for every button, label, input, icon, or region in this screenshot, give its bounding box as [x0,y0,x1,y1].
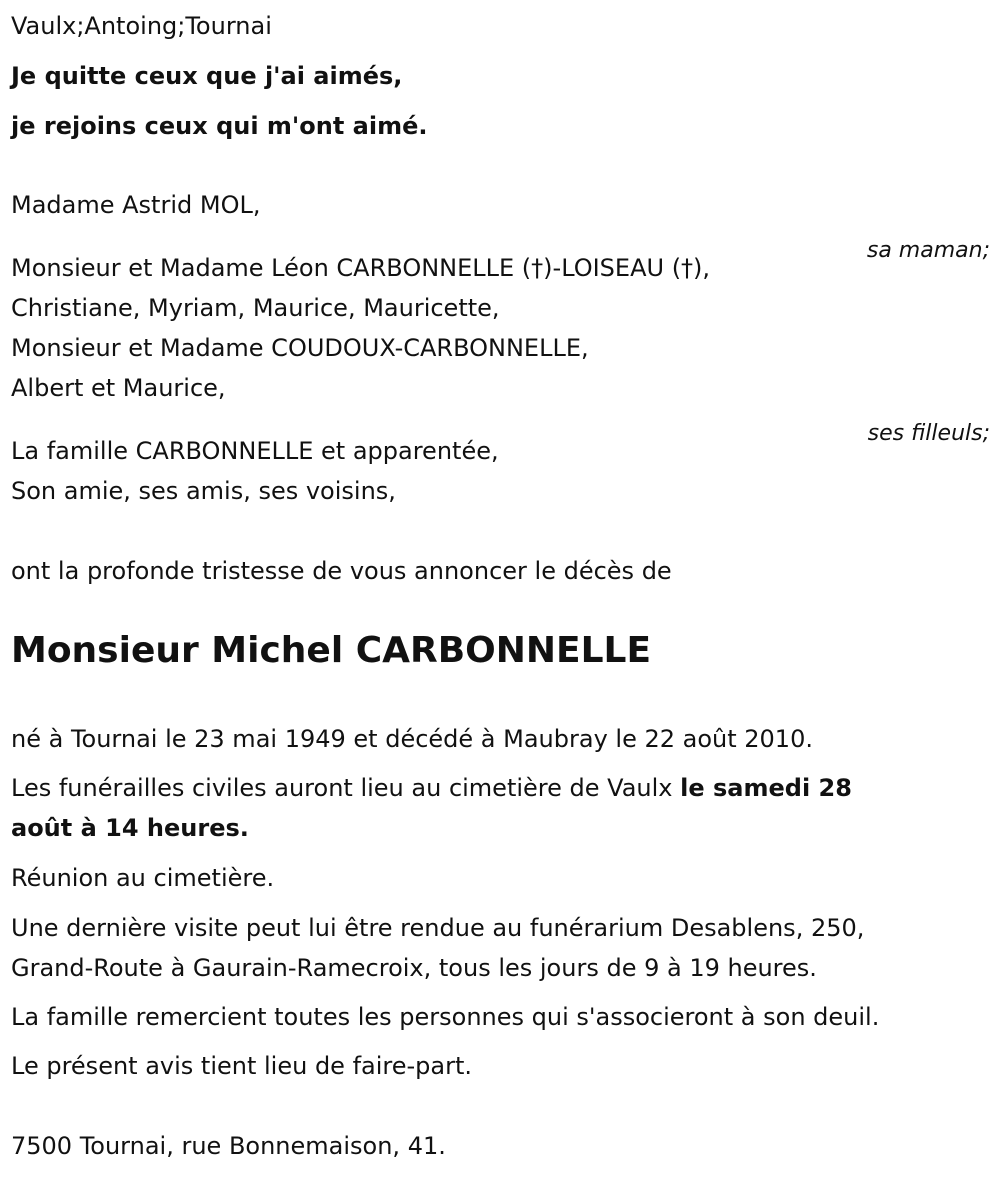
announcement-text: ont la profonde tristesse de vous annoncer le décès de [11,557,672,585]
meeting-line: Réunion au cimetière. [11,864,275,892]
quote-line-2: je rejoins ceux qui m'ont aimé. [11,112,428,140]
family-others-line-1: La famille CARBONNELLE et apparentée, [11,437,499,465]
deceased-name: Monsieur Michel CARBONNELLE [11,630,652,671]
godchild-line-4: Albert et Maurice, [11,374,226,402]
visit-line-2: Grand-Route à Gaurain-Ramecroix, tous les jours de 9 à 19 heures. [11,954,817,982]
visit-line-1: Une dernière visite peut lui être rendue au funérarium Desablens, 250, [11,914,865,942]
address-line: 7500 Tournai, rue Bonnemaison, 41. [11,1132,446,1160]
funeral-prefix: Les funérailles civiles auront lieu au cimetière de Vaulx [11,774,681,802]
godchildren-relation: ses filleuls; [867,421,990,446]
birth-death-line: né à Tournai le 23 mai 1949 et décédé à Maubray le 22 août 2010. [11,725,813,753]
quote-line-1: Je quitte ceux que j'ai aimés, [11,62,403,90]
mother-relation: sa maman; [866,238,990,263]
notice-line: Le présent avis tient lieu de faire-part. [11,1052,473,1080]
places-line: Vaulx;Antoing;Tournai [11,12,272,40]
godchild-line-1: Monsieur et Madame Léon CARBONNELLE (†)-LOISEAU (†), [11,254,711,282]
thanks-line: La famille remercient toutes les personnes qui s'associeront à son deuil. [11,1003,880,1031]
funeral-time: août à 14 heures. [11,814,249,842]
godchild-line-3: Monsieur et Madame COUDOUX-CARBONNELLE, [11,334,589,362]
godchild-line-2: Christiane, Myriam, Maurice, Mauricette, [11,294,500,322]
funeral-date: le samedi 28 [680,774,852,802]
mother-line: Madame Astrid MOL, [11,191,261,219]
family-others-line-2: Son amie, ses amis, ses voisins, [11,477,396,505]
funeral-line-1 [11,773,852,803]
